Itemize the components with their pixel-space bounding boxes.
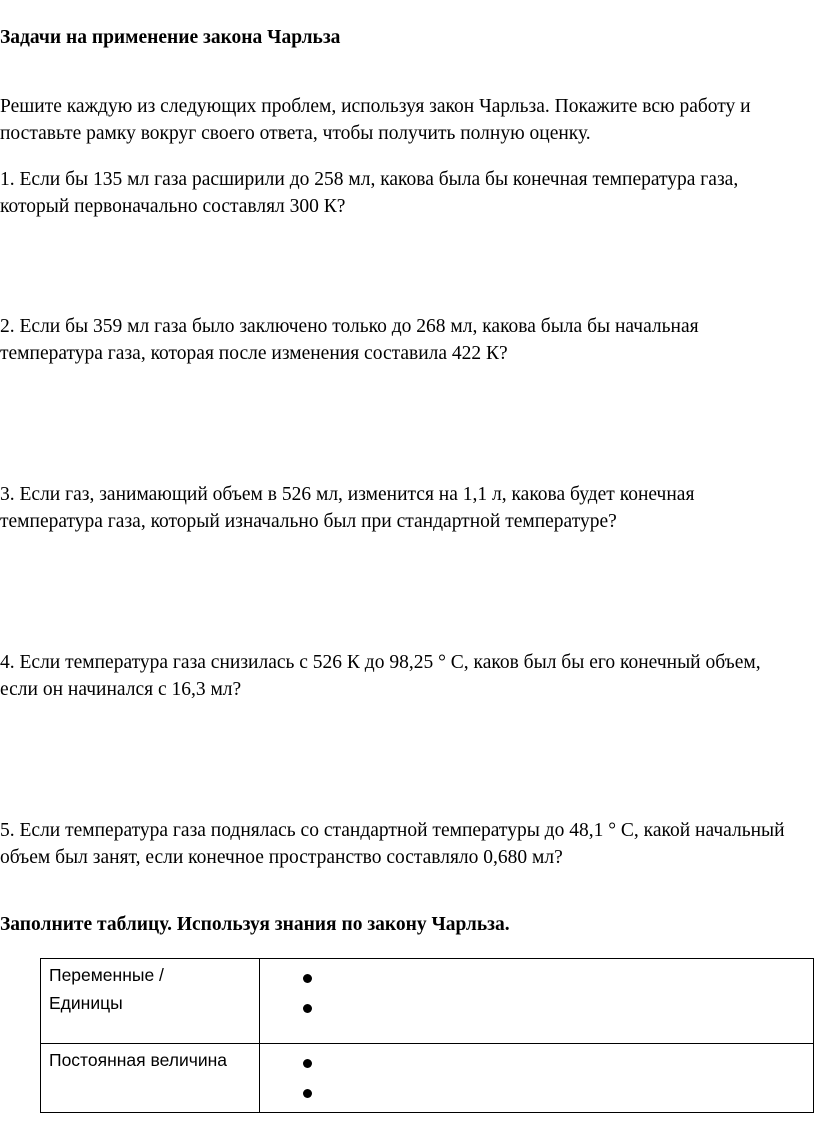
bullet-list	[268, 1048, 805, 1106]
variables-units-label-cell	[41, 959, 260, 1044]
constant-label: Постоянная величина	[49, 1050, 228, 1070]
bullet-item	[303, 963, 805, 991]
problem-4: 4. Если температура газа снизилась с 526 К до 98,25 ° С, каков был бы его конечный объем, если он начинался с 16,3 мл?	[0, 652, 761, 700]
document-title: Задачи на применение закона Чарльза	[0, 27, 341, 48]
problem-1: 1. Если бы 135 мл газа расширили до 258 мл, какова была бы конечная температура газа, который первоначально составлял 300 К?	[0, 169, 739, 217]
constant-label-cell	[41, 1044, 260, 1113]
table-row	[41, 1044, 814, 1113]
problem-3: 3. Если газ, занимающий объем в 526 мл, изменится на 1,1 л, какова будет конечная температура газа, который изначально был при стандартной температуре?	[0, 484, 695, 532]
bullet-item	[303, 1048, 805, 1076]
table-row	[41, 959, 814, 1044]
problem-2: 2. Если бы 359 мл газа было заключено только до 268 мл, какова была бы начальная температура газа, которая после изменения составила 422 К?	[0, 316, 699, 364]
instructions-paragraph: Решите каждую из следующих проблем, используя закон Чарльза. Покажите всю работу и поставьте рамку вокруг своего ответа, чтобы получить полную оценку.	[0, 96, 751, 144]
bullet-item	[303, 1078, 805, 1106]
bullet-list	[268, 963, 805, 1021]
charles-law-table	[40, 958, 814, 1113]
variables-units-value-cell[interactable]	[260, 959, 814, 1044]
bullet-item	[303, 993, 805, 1021]
table-heading: Заполните таблицу. Используя знания по закону Чарльза.	[0, 914, 510, 935]
problem-5: 5. Если температура газа поднялась со стандартной температуры до 48,1 ° С, какой начальный объем был занят, если конечное пространство составляло 0,680 мл?	[0, 820, 785, 868]
variables-label: Переменные /	[49, 965, 164, 985]
units-label: Единицы	[49, 993, 123, 1013]
constant-value-cell[interactable]	[260, 1044, 814, 1113]
